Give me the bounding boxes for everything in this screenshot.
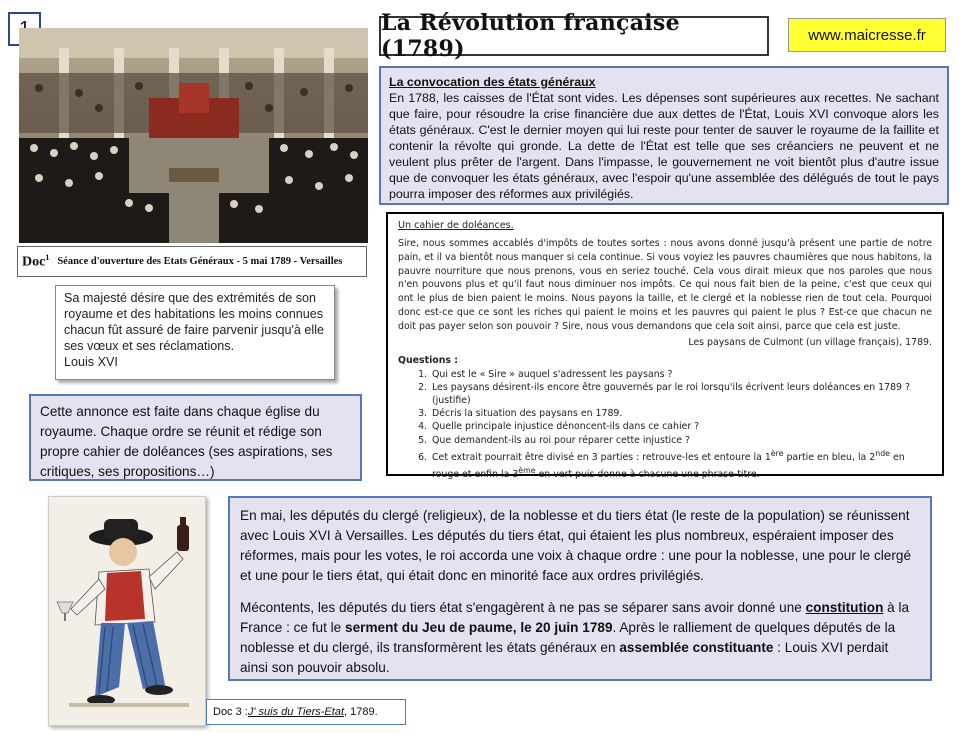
cahier-text: Sire, nous sommes accablés d'impôts de toutes sortes : nous avons donné jusqu'à présent une partie de notre pain, et il va bientôt nous manquer si cela continue. Si vous voyiez les pauvres chaumières que nous habitons, la pauvre nourriture que nous prenons, vous en seriez touché. Cela vous dirait mieux que nos paroles que nous n'en pouvons plus et qu'il faut nous diminuer nos impôts. Ce qui nous fait bien de la peine, c'est que ceux qui ont le plus de bien paient le moins. Nous payons la taille, et le clergé et la noblesse rien de tout cela. Pourquoi donc est-ce que ce sont les riches qui paient le moins et les pauvres qui paient le plus ? Est-ce que chacun ne doit pas payer selon son pouvoir ? Sire, nous vous demandons que cela soit ainsi, parce que cela est juste. xyxy=(398,238,932,332)
page-title: La Révolution française (1789) xyxy=(381,10,680,62)
tiers-etat-illustration xyxy=(48,496,206,726)
quote-text: Sa majesté désire que des extrémités de son royaume et des habitations les moins connues chacun fût assuré de faire parvenir jusqu'à elle ses vœux et ses réclamations. xyxy=(64,291,325,353)
cahier-doleances-box xyxy=(386,212,944,481)
painting-etats-generaux xyxy=(19,28,368,243)
doc3-caption: Doc 3 : J' suis du Tiers-Etat , 1789. xyxy=(206,699,406,725)
term-constitution: constitution xyxy=(805,600,884,615)
questions-heading: Questions : xyxy=(398,354,458,366)
convocation-text: En 1788, les caisses de l'État sont vides. Les dépenses sont supérieures aux recettes. Ne sachant que faire, pour résoudre la crise financière due aux dettes de l'État, Louis XVI convoque alors les états généraux. C'est le dernier moyen qui lui reste pour tenter de sauver le royaume de la faillite et contenir la révolte qui gronde. La dette de l'État est telle que ses créanciers ne peuvent et ne veulent plus prêter de l'argent. Dans l'impasse, le gouvernement ne voit bientôt plus d'autre issue que de convoquer les états généraux, avec l'espoir qu'une assemblée des délégués de tout le pays pourra imposer des réformes aux privilégiés. xyxy=(389,91,939,201)
main-paragraph-1: En mai, les députés du clergé (religieux), de la noblesse et du tiers état (le reste de la population) se réunissent avec Louis XVI à Versailles. Les députés du tiers état, qui étaient les plus nombreux, espéraient imposer des réformes, mais pour les votes, le roi accorda une voix à chaque ordre : une pour la noblesse, une pour le clergé et une pour le tiers état, qui était donc en minorité face aux ordres privilégiés. xyxy=(240,508,911,583)
doc1-label: Doc$^1$ xyxy=(22,252,50,270)
term-date: le 20 juin 1789 xyxy=(520,620,613,635)
cahier-heading: Un cahier de doléances. xyxy=(398,220,514,231)
questions-list xyxy=(430,368,932,482)
main-paragraph-2: Mécontents, les députés du tiers état s'engagèrent à ne pas se séparer sans avoir donné une constitution à la France : ce fut le serment du Jeu de paume, le 20 juin 1789. Après le ralliement de quelques députés de la noblesse et du clergé, ils transformèrent les états généraux en assemblée constituante : Louis XVI perdait ainsi son pouvoir absolu. xyxy=(240,600,910,675)
convocation-heading: La convocation des états généraux xyxy=(389,75,596,89)
announce-box: Cette annonce est faite dans chaque église du royaume. Chaque ordre se réunit et rédige son propre cahier de doléances (ses aspirations, ses critiques, ses propositions…) xyxy=(29,394,362,481)
question-item: 1. Qui est le « Sire » auquel s'adressent les paysans ? xyxy=(430,368,932,381)
doc1-caption-text: Séance d'ouverture des Etats Généraux - 5 mai 1789 - Versailles xyxy=(57,256,343,267)
question-item: 5. Que demandent-ils au roi pour réparer cette injustice ? xyxy=(430,434,932,447)
question-item: 4. Quelle principale injustice dénoncent-ils dans ce cahier ? xyxy=(430,420,932,433)
main-text-box xyxy=(228,496,932,681)
question-item: 2. Les paysans désirent-ils encore être gouvernés par le roi lorsqu'ils écrivent leurs doléances en 1789 ? (justifie) xyxy=(430,381,932,407)
cahier-signature: Les paysans de Culmont (un village français), 1789. xyxy=(688,336,932,348)
term-serment: serment du Jeu de paume xyxy=(345,620,513,635)
convocation-box xyxy=(379,66,949,205)
title-box xyxy=(379,10,769,62)
doc1-caption xyxy=(17,246,367,277)
royal-quote xyxy=(55,285,335,380)
website-label[interactable]: www.maicresse.fr xyxy=(788,18,946,52)
quote-author: Louis XVI xyxy=(64,355,118,369)
term-assemblee: assemblée constituante xyxy=(619,640,774,655)
question-item: 3. Décris la situation des paysans en 1789. xyxy=(430,407,932,420)
question-item-6: 6. Cet extrait pourrait être divisé en 3 parties : retrouve-les et entoure la 1ère partie en bleu, la 2nde en rouge et enfin la 3ème en vert puis donne à chacune une phrase-titre. xyxy=(430,447,932,482)
doc3-title: J' suis du Tiers-Etat xyxy=(247,706,345,718)
